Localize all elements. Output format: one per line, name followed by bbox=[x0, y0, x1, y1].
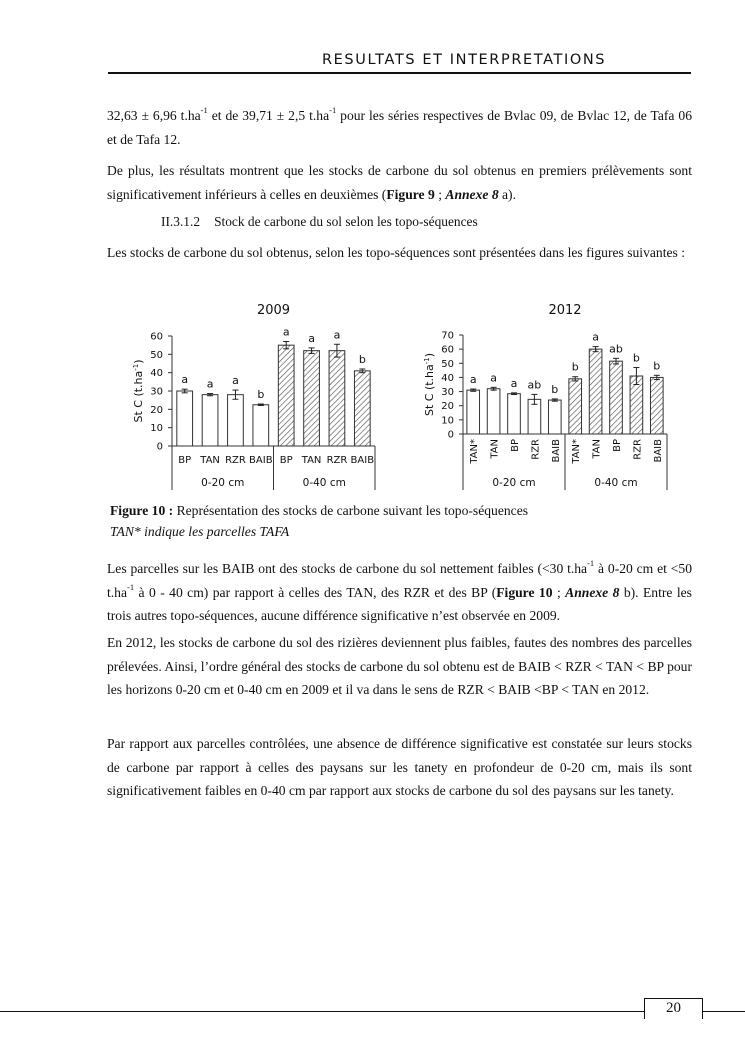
x-tick-label: TAN bbox=[489, 439, 501, 459]
bar bbox=[304, 351, 320, 446]
bar bbox=[487, 389, 500, 434]
paragraph-3: Les stocks de carbone du sol obtenus, selon les topo-séquences sont présentées dans les figures suivantes : bbox=[107, 245, 685, 260]
paragraph-2: De plus, les résultats montrent que les stocks de carbone du sol obtenus en premiers prélèvements sont significativement inférieurs à celles en deuxièmes (Figure 9 ; Annexe 8 a). bbox=[107, 163, 692, 202]
paragraph-1: 32,63 ± 6,96 $t.ha^{-1}$ et de 39,71 ± 2,5 $t.ha^{-1}$ pour les séries respectives de Bvlac 09, de Bvlac 12, de Tafa 06 et de Tafa 12. bbox=[107, 105, 692, 147]
bar bbox=[354, 371, 370, 446]
chart-title: 2012 bbox=[548, 303, 582, 318]
x-tick-label: BAIB bbox=[652, 439, 664, 463]
significance-letter: b bbox=[257, 388, 265, 402]
y-tick-label: 30 bbox=[441, 387, 454, 399]
significance-letter: b bbox=[551, 382, 559, 396]
x-tick-label: RZR bbox=[326, 455, 348, 466]
significance-letter: b bbox=[358, 353, 366, 366]
bar bbox=[508, 394, 521, 434]
significance-letter: a bbox=[232, 374, 239, 388]
x-tick-label: BP bbox=[510, 439, 521, 452]
y-axis-label: St C $(t.ha^{-1})$ bbox=[132, 359, 145, 423]
significance-letter: a bbox=[282, 325, 290, 339]
paragraph-5: En 2012, les stocks de carbone du sol des rizières deviennent plus faibles, fautes des nombres des parcelles prélevées. Ainsi, l’ordre général des stocks de carbone du sol obtenu est de BAIB < RZR < TAN < BP pour les horizons 0-20 cm et 0-40 cm en 2009 et il va dans le sens de RZR < BAIB <BP < TAN en 2012. bbox=[107, 635, 692, 697]
x-tick-label: BP bbox=[178, 455, 192, 466]
y-tick-label: 10 bbox=[150, 423, 163, 435]
x-tick-label: BAIB bbox=[249, 455, 273, 466]
x-tick-label: BP bbox=[279, 455, 293, 466]
x-tick-label: TAN bbox=[591, 439, 603, 459]
significance-letter: b bbox=[571, 360, 579, 374]
bar bbox=[610, 361, 623, 434]
paragraph-4: Les parcelles sur les BAIB ont des stocks de carbone du sol nettement faibles (<30 $t.ha^{-1}$ à 0-20 cm et <50 $t.ha^{-1}$ à 0 - 40 cm) par rapport à celles des TAN, des RZR et des BP (Figure 10 ; Annexe 8 b). Entre les trois autres topo-séquences, aucune différence significative n’est observée en 2009. bbox=[107, 558, 692, 623]
header-rule bbox=[108, 72, 691, 74]
bar bbox=[253, 405, 269, 446]
y-tick-label: 40 bbox=[441, 372, 454, 384]
running-header: RESULTATS ET INTERPRETATIONS bbox=[322, 52, 607, 68]
significance-letter: ab bbox=[527, 378, 542, 392]
y-tick-label: 70 bbox=[441, 330, 454, 342]
y-tick-label: 60 bbox=[150, 331, 163, 343]
x-tick-label: RZR bbox=[632, 439, 644, 460]
x-tick-label: TAN* bbox=[571, 439, 583, 464]
bar bbox=[650, 377, 663, 434]
x-tick-label: TAN bbox=[200, 455, 220, 466]
y-tick-label: 0 bbox=[447, 429, 454, 441]
significance-letter: a bbox=[308, 331, 315, 345]
footer-rule bbox=[0, 1011, 745, 1012]
significance-letter: a bbox=[510, 376, 518, 390]
bar bbox=[278, 345, 294, 446]
chart-2012 bbox=[420, 300, 680, 495]
group-label: 0-20 cm bbox=[201, 477, 245, 489]
group-label: 0-40 cm bbox=[594, 477, 638, 489]
x-tick-label: TAN* bbox=[469, 439, 481, 464]
y-tick-label: 50 bbox=[150, 349, 163, 361]
x-tick-label: BAIB bbox=[550, 439, 562, 463]
group-label: 0-20 cm bbox=[492, 477, 536, 489]
y-tick-label: 60 bbox=[441, 344, 454, 356]
bar bbox=[548, 400, 561, 434]
y-tick-label: 0 bbox=[156, 441, 163, 453]
paragraph-6: Par rapport aux parcelles contrôlées, une absence de différence significative est constatée sur leurs stocks de carbone par rapport à celles des paysans sur les tanety en profondeur de 0-20 cm, mais ils sont significativement faibles en 0-40 cm par rapport aux stocks de carbone du sol des paysans sur les tanety. bbox=[107, 736, 692, 798]
significance-letter: a bbox=[206, 377, 214, 391]
y-tick-label: 40 bbox=[150, 368, 163, 380]
bar bbox=[589, 349, 602, 434]
x-tick-label: BP bbox=[612, 439, 623, 452]
bar bbox=[569, 379, 582, 434]
significance-letter: a bbox=[181, 373, 189, 387]
group-label: 0-40 cm bbox=[302, 477, 346, 489]
bar bbox=[329, 351, 345, 446]
x-tick-label: RZR bbox=[530, 439, 542, 460]
significance-letter: a bbox=[592, 330, 599, 344]
bar bbox=[228, 395, 244, 446]
significance-letter: a bbox=[333, 328, 341, 342]
significance-letter: ab bbox=[609, 342, 623, 356]
bar bbox=[177, 391, 193, 446]
y-tick-label: 20 bbox=[150, 404, 163, 416]
y-tick-label: 30 bbox=[150, 386, 163, 398]
x-tick-label: BAIB bbox=[350, 455, 375, 466]
y-tick-label: 20 bbox=[441, 401, 454, 413]
page-number: 20 bbox=[666, 1000, 681, 1016]
significance-letter: b bbox=[632, 351, 640, 365]
bar bbox=[467, 390, 480, 434]
significance-letter: a bbox=[490, 371, 497, 385]
significance-letter: a bbox=[469, 373, 477, 387]
figure-caption: Figure 10 : Représentation des stocks de carbone suivant les topo-séquences TAN* indique les parcelles TAFA bbox=[110, 503, 529, 539]
significance-letter: b bbox=[653, 359, 661, 373]
x-tick-label: RZR bbox=[225, 455, 246, 466]
bar bbox=[202, 395, 218, 446]
y-axis-label: St C $(t.ha^{-1})$ bbox=[423, 352, 436, 417]
figure-note: TAN* indique les parcelles TAFA bbox=[110, 524, 290, 539]
chart-title: 2009 bbox=[256, 303, 291, 318]
section-subheading: II.3.1.2 Stock de carbone du sol selon les topo-séquences bbox=[161, 214, 478, 229]
y-tick-label: 10 bbox=[441, 415, 454, 427]
y-tick-label: 50 bbox=[441, 358, 454, 370]
x-tick-label: TAN bbox=[301, 455, 322, 466]
chart-2009 bbox=[120, 300, 385, 495]
